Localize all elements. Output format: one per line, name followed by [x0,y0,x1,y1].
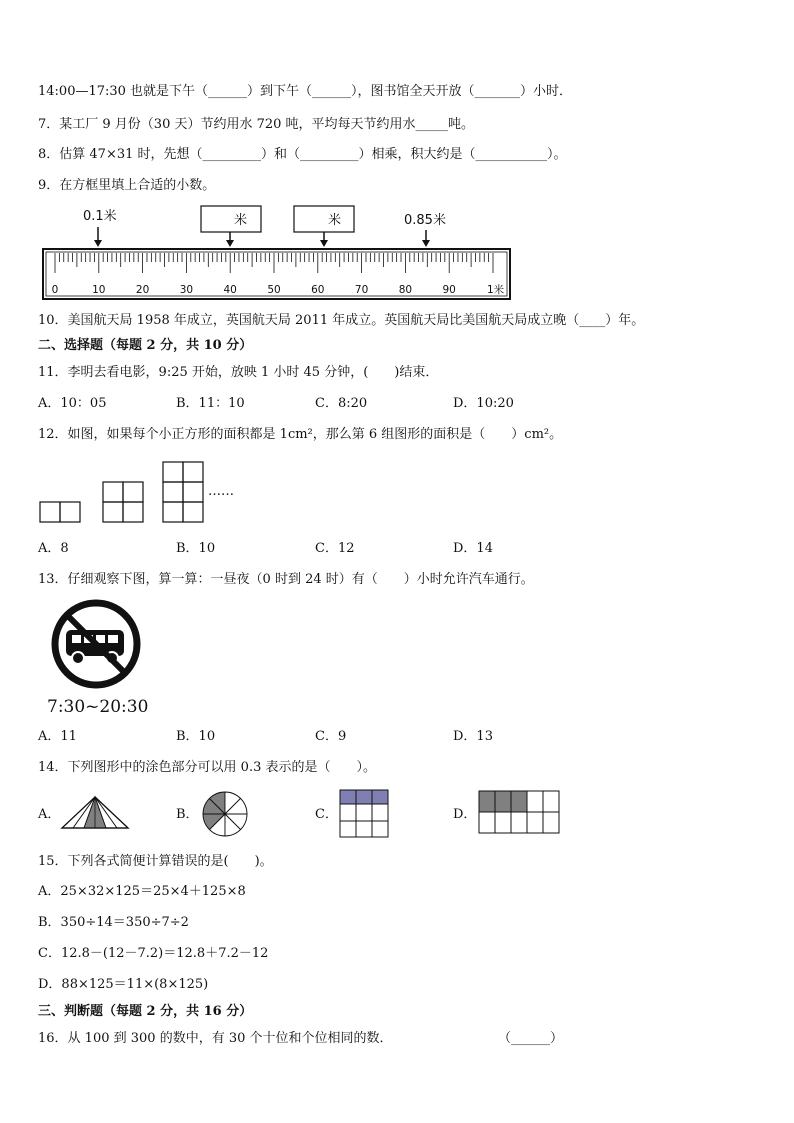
ruler-tick-label: 10 [92,284,106,296]
question-16: 16．从 100 到 300 的数中，有 30 个十位和个位相同的数． [38,1031,393,1046]
ruler-tick-label: 20 [135,284,150,296]
q13-option-b[interactable]: B．10 [176,729,216,744]
svg-text:米: 米 [328,213,342,228]
answer-box-1 [201,206,261,232]
ruler-label-left: 0.1米 [83,209,117,224]
ruler-tick-label: 30 [179,284,194,296]
question-15: 15．下列各式简便计算错误的是( )。 [38,854,273,869]
q11-option-b[interactable]: B．11：10 [176,396,245,411]
question-8: 8．估算 47×31 时，先想（_________）和（_________）相乘，积大约是（___________）。 [38,147,567,162]
q14-figure-a-triangle [60,795,130,831]
q13-option-a[interactable]: A．11 [38,729,77,744]
ruler-label-right: 0.85米 [404,213,446,228]
q11-option-c[interactable]: C．8:20 [315,396,368,411]
q14-label-d[interactable]: D． [453,807,477,822]
q12-ellipsis: …… [208,484,234,499]
question-10: 10．美国航天局 1958 年成立，英国航天局 2011 年成立。英国航天局比美国航天局成立晚（____）年。 [38,313,645,328]
q12-option-c[interactable]: C．12 [315,541,355,556]
q6-continuation: 14:00—17:30 也就是下午（______）到下午（______），图书馆全天开放（_______）小时． [38,84,573,99]
ruler-tick-label: 60 [311,284,325,296]
q15-option-d[interactable]: D．88×125＝11×(8×125) [38,977,209,992]
sign-time: 7:30~20:30 [47,697,149,717]
q13-option-c[interactable]: C．9 [315,729,347,744]
ruler-tick-label: 40 [223,284,237,296]
squares-figure [0,455,794,530]
q15-option-a[interactable]: A．25×32×125＝25×4＋125×8 [38,884,246,899]
q13-option-d[interactable]: D．13 [453,729,493,744]
group-3 [163,462,203,522]
question-14: 14．下列图形中的涂色部分可以用 0.3 表示的是（ ）。 [38,760,376,775]
q14-label-b[interactable]: B． [176,807,199,822]
q16-answer-blank[interactable]: （______） [498,1031,564,1046]
ruler-tick-label: 70 [354,284,369,296]
q11-option-d[interactable]: D．10:20 [453,396,514,411]
ruler-tick-label: 50 [267,284,281,296]
answer-box-2 [294,206,354,232]
group-1 [40,502,80,522]
question-9: 9．在方框里填上合适的小数。 [38,178,216,193]
svg-text:米: 米 [234,213,248,228]
question-13: 13．仔细观察下图，算一算：一昼夜（0 时到 24 时）有（ ）小时允许汽车通行。 [38,572,534,587]
q12-option-a[interactable]: A．8 [38,541,69,556]
q14-label-c[interactable]: C． [315,807,338,822]
q12-option-b[interactable]: B．10 [176,541,216,556]
ruler-end-label: 1米 [487,284,505,296]
section-2-heading: 二、选择题（每题 2 分，共 10 分） [38,338,253,353]
group-2 [103,482,143,522]
question-12: 12．如图，如果每个小正方形的面积都是 1cm²，那么第 6 组图形的面积是（ ）cm²。 [38,427,563,442]
ruler-tick-label: 80 [398,284,413,296]
q14-figure-b-circle [201,790,249,838]
no-bus-sign [44,598,154,718]
question-11: 11．李明去看电影，9:25 开始，放映 1 小时 45 分钟，( )结束． [38,365,439,380]
q12-option-d[interactable]: D．14 [453,541,493,556]
q11-option-a[interactable]: A．10：05 [38,396,107,411]
q15-option-b[interactable]: B．350÷14＝350÷7÷2 [38,915,189,930]
q14-label-a[interactable]: A． [38,807,61,822]
q15-option-c[interactable]: C．12.8－(12－7.2)＝12.8＋7.2－12 [38,946,269,961]
question-7: 7．某工厂 9 月份（30 天）节约用水 720 吨，平均每天节约用水_____吨。 [38,117,475,132]
ruler-tick-label: 90 [442,284,456,296]
ruler-tick-label: 0 [51,284,59,296]
section-3-heading: 三、判断题（每题 2 分，共 16 分） [38,1004,253,1019]
ruler-figure [0,200,794,305]
q14-figure-d-grid [478,790,562,836]
q14-figure-c-grid [339,789,391,839]
